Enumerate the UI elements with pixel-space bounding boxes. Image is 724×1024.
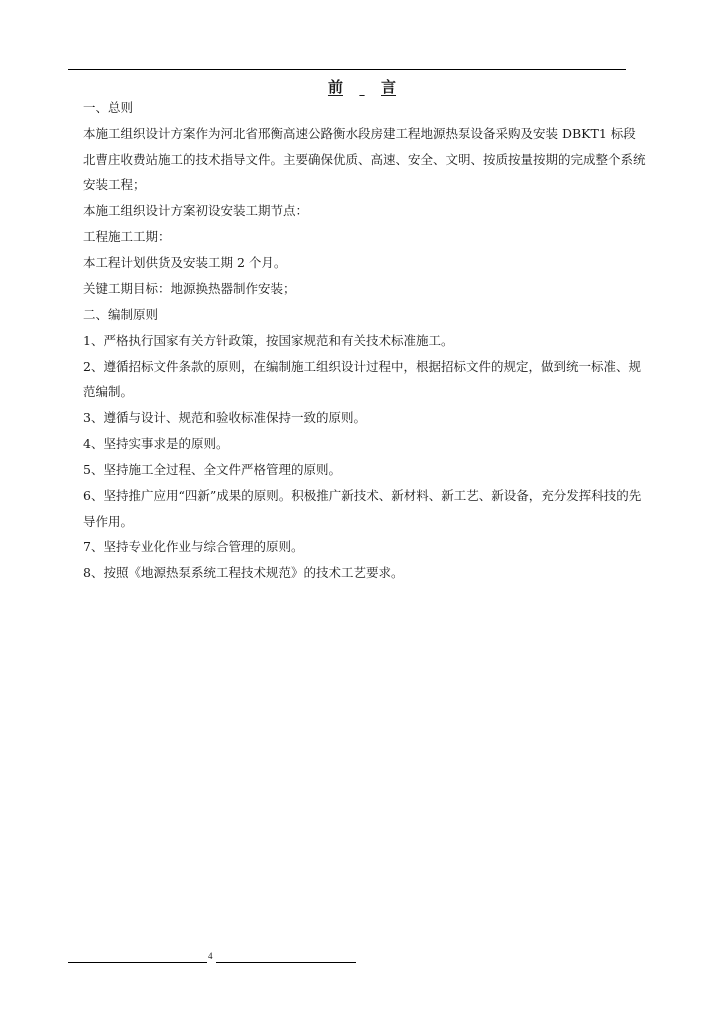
paragraph-line: 安装工程；: [83, 177, 146, 193]
paragraph-line: 本施工组织设计方案初设安装工期节点：: [83, 202, 309, 218]
list-item-continuation: 导作用。: [83, 513, 134, 529]
title-gap: [343, 78, 381, 96]
paragraph-line: 本施工组织设计方案作为河北省邢衡高速公路衡水段房建工程地源热泵设备采购及安装 DBKT1 标段: [83, 126, 636, 141]
paragraph-line: 工程施工工期：: [83, 228, 171, 244]
section-heading-general: 一、总则: [83, 100, 134, 115]
list-item: 2、遵循招标文件条款的原则，在编制施工组织设计过程中，根据招标文件的规定，做到统一标准、规: [83, 358, 641, 374]
footer-rule-left: [68, 962, 207, 963]
title-char-right: 言: [381, 78, 397, 96]
paragraph-line: 北曹庄收费站施工的技术指导文件。主要确保优质、高速、安全、文明、按质按量按期的完成整个系统: [83, 151, 646, 167]
paragraph-line: 本工程计划供货及安装工期 2 个月。: [83, 254, 287, 270]
page-footer: [68, 950, 358, 964]
list-item: 3、遵循与设计、规范和验收标准保持一致的原则。: [83, 409, 366, 425]
header-rule: [68, 69, 626, 70]
page-title: [0, 76, 724, 97]
list-item: 5、坚持施工全过程、全文件严格管理的原则。: [83, 461, 341, 477]
list-item: 7、坚持专业化作业与综合管理的原则。: [83, 539, 304, 555]
footer-rule-right: [216, 962, 356, 963]
paragraph-line: 关键工期目标：地源换热器制作安装；: [83, 280, 296, 296]
list-item-continuation: 范编制。: [83, 384, 134, 400]
list-item: 8、按照《地源热泵系统工程技术规范》的技术工艺要求。: [83, 565, 404, 581]
document-body: [83, 95, 663, 586]
section-heading-principles: 二、编制原则: [83, 306, 159, 322]
list-item: 1、严格执行国家有关方针政策，按国家规范和有关技术标准施工。: [83, 332, 454, 348]
list-item: 4、坚持实事求是的原则。: [83, 435, 229, 451]
title-char-left: 前: [327, 78, 343, 96]
list-item: 6、坚持推广应用“四新”成果的原则。积极推广新技术、新材料、新工艺、新设备，充分发挥科技的先: [83, 487, 642, 503]
page-number: 4: [208, 951, 213, 961]
